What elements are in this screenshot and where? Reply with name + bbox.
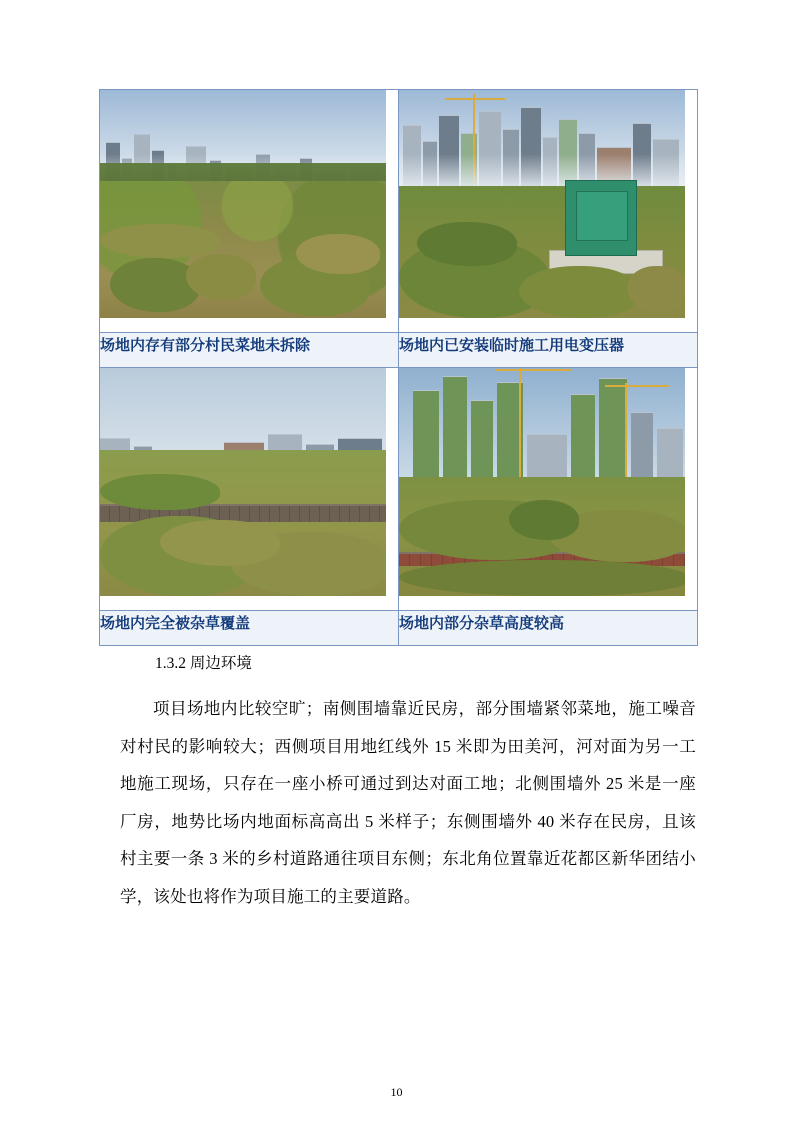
building-under-construction [413, 390, 439, 487]
weed-covered-field-photo [100, 368, 386, 596]
tall-weeds-construction-photo [399, 368, 685, 596]
grass-clump [519, 266, 639, 318]
grass-clump [100, 224, 220, 258]
tower-crane-jib [445, 98, 505, 100]
photo-cell-3 [100, 368, 399, 611]
tower-crane-jib [605, 385, 669, 387]
transformer-box-photo [399, 90, 685, 318]
table-row [100, 90, 698, 333]
photo-caption-2: 场地内已安装临时施工用电变压器 [399, 333, 698, 368]
grass-clump [627, 266, 685, 312]
table-row [100, 611, 698, 646]
body-paragraph: 项目场地内比较空旷；南侧围墙靠近民房，部分围墙紧邻菜地，施工噪音对村民的影响较大；西侧项目用地红线外 15 米即为田美河，河对面为另一工地施工现场，只存在一座小桥可通过到达对面工地；北侧围墙外 25 米是一座厂房，地势比场内地面标高高出 5 米样子；东侧围墙外 40 米存在民房，且该村主要一条 3 米的乡村道路通往项目东侧；东北角位置靠近花都区新华团结小学，该处也将作为项目施工的主要道路。 [120, 699, 696, 906]
table-row [100, 368, 698, 611]
building [631, 412, 653, 487]
grass-clump [296, 234, 380, 274]
photo-cell-2 [399, 90, 698, 333]
photo-caption-4: 场地内部分杂草高度较高 [399, 611, 698, 646]
photo-caption-3: 场地内完全被杂草覆盖 [100, 611, 399, 646]
building-under-construction [471, 400, 493, 487]
overgrown-field-photo [100, 90, 386, 318]
grass-clump [160, 520, 280, 566]
transformer-door [576, 191, 628, 240]
building-under-construction [599, 378, 627, 487]
tower-crane [519, 368, 521, 487]
building-under-construction [571, 394, 595, 487]
grass-clump [110, 258, 200, 312]
photo-grid [99, 89, 698, 646]
shrub [417, 222, 517, 266]
photo-cell-1 [100, 90, 399, 333]
table-row [100, 333, 698, 368]
photo-cell-4 [399, 368, 698, 611]
shrub [509, 500, 579, 540]
building-under-construction [443, 376, 467, 487]
grass-clump [186, 254, 256, 300]
shrub [100, 474, 220, 510]
section-heading: 1.3.2 周边环境 [155, 655, 252, 672]
page-number: 10 [390, 1085, 403, 1099]
tower-crane [625, 383, 627, 487]
transformer-box [565, 180, 637, 256]
tower-crane-jib [495, 369, 571, 371]
photo-caption-1: 场地内存有部分村民菜地未拆除 [100, 333, 399, 368]
